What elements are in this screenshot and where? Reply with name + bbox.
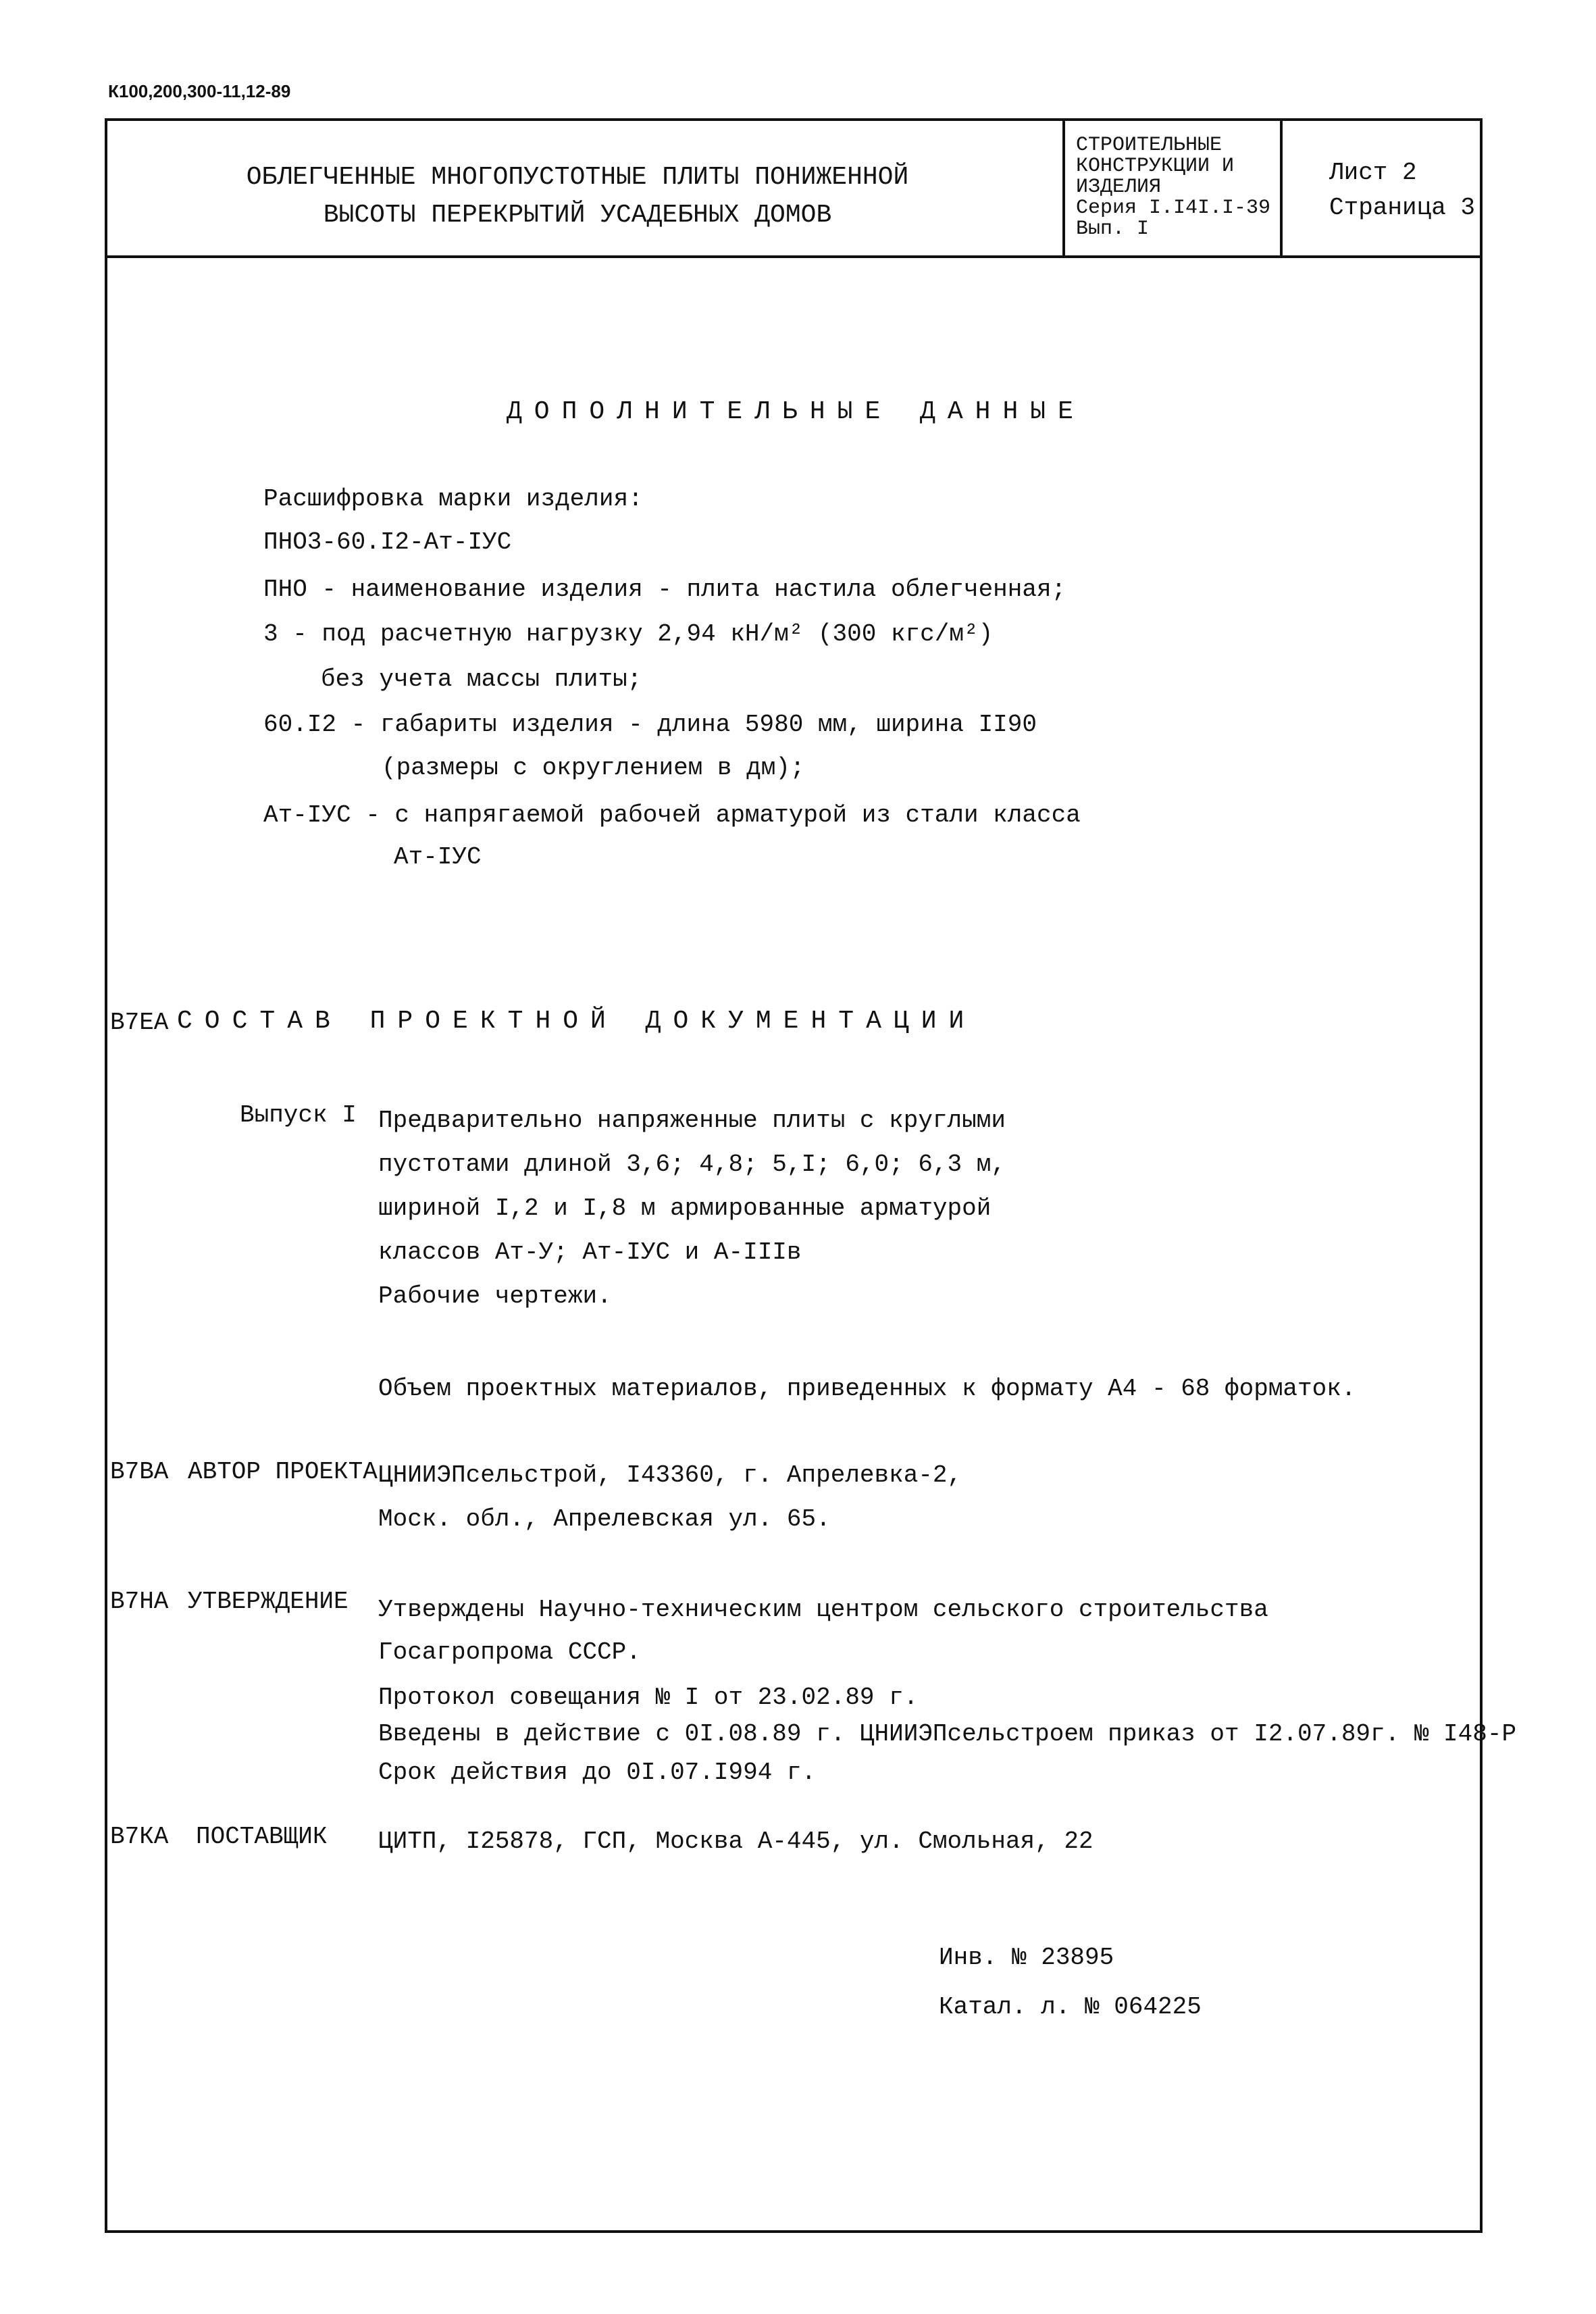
issue-line: шириной I,2 и I,8 м армированные арматурой [378, 1194, 992, 1222]
header-column-divider-2 [1280, 118, 1283, 257]
volume-line: Объем проектных материалов, приведенных к формату А4 - 68 форматок. [378, 1375, 1356, 1403]
header-divider [105, 255, 1483, 258]
document-title-line-1: ОБЛЕГЧЕННЫЕ МНОГОПУСТОТНЫЕ ПЛИТЫ ПОНИЖЕННОЙ [246, 163, 909, 192]
marking-line: (размеры с округлением в дм); [382, 754, 805, 782]
author-line: ЦНИИЭПсельстрой, I43360, г. Апрелевка-2, [378, 1461, 962, 1489]
marking-line: Расшифровка марки изделия: [263, 485, 643, 513]
marking-line: Ат-IУС [394, 843, 482, 871]
approval-line: Протокол совещания № I от 23.02.89 г. [378, 1684, 919, 1711]
document-code: К100,200,300-11,12-89 [108, 81, 291, 101]
issue-line: Предварительно напряженные плиты с круглыми [378, 1107, 1006, 1134]
supplier-address: ЦИТП, I25878, ГСП, Москва А-445, ул. Смольная, 22 [378, 1828, 1093, 1855]
page-number: Страница 3 [1329, 194, 1476, 222]
series-line: СТРОИТЕЛЬНЫЕ [1076, 134, 1222, 157]
marking-line: 3 - под расчетную нагрузку 2,94 кН/м² (300 кгс/м²) [263, 620, 994, 648]
sheet-number: Лист 2 [1329, 159, 1417, 186]
composition-heading: СОСТАВ ПРОЕКТНОЙ ДОКУМЕНТАЦИИ [177, 1007, 977, 1036]
approval-line: Введены в действие с 0I.08.89 г. ЦНИИЭПсельстроем приказ от I2.07.89г. № I48-Р [378, 1720, 1517, 1748]
issue-line: Рабочие чертежи. [378, 1282, 612, 1310]
supplier-label: ПОСТАВЩИК [196, 1823, 328, 1851]
approval-line: Срок действия до 0I.07.I994 г. [378, 1759, 817, 1786]
approval-label: УТВЕРЖДЕНИЕ [188, 1588, 349, 1615]
inventory-number: Инв. № 23895 [939, 1944, 1114, 1971]
marking-line: Ат-IУС - с напрягаемой рабочей арматурой из стали класса [263, 801, 1081, 829]
author-line: Моск. обл., Апрелевская ул. 65. [378, 1505, 831, 1533]
additional-data-heading: ДОПОЛНИТЕЛЬНЫЕ ДАННЫЕ [507, 397, 1085, 426]
composition-code: В7ЕА [110, 1009, 169, 1036]
series-line: Вып. I [1076, 218, 1150, 241]
approval-line: Госагропрома СССР. [378, 1638, 641, 1666]
marking-line: ПНО3-60.I2-Ат-IУС [263, 528, 512, 556]
marking-line: ПНО - наименование изделия - плита настила облегченная; [263, 576, 1066, 603]
author-code: В7ВА [110, 1458, 169, 1486]
marking-line: без учета массы плиты; [321, 665, 642, 693]
author-label: АВТОР ПРОЕКТА [188, 1458, 378, 1486]
issue-label: Выпуск I [240, 1101, 357, 1129]
approval-code: В7НА [110, 1588, 169, 1615]
catalog-number: Катал. л. № 064225 [939, 1993, 1202, 2021]
approval-line: Утверждены Научно-техническим центром сельского строительства [378, 1596, 1268, 1624]
issue-line: пустотами длиной 3,6; 4,8; 5,I; 6,0; 6,3 м, [378, 1151, 1006, 1178]
series-line: КОНСТРУКЦИИ И [1076, 155, 1235, 178]
header-column-divider-1 [1062, 118, 1065, 257]
supplier-code: В7КА [110, 1823, 169, 1851]
series-line: Серия I.I4I.I-39 [1076, 197, 1271, 220]
document-title-line-2: ВЫСОТЫ ПЕРЕКРЫТИЙ УСАДЕБНЫХ ДОМОВ [323, 201, 832, 230]
marking-line: 60.I2 - габариты изделия - длина 5980 мм, ширина II90 [263, 711, 1037, 738]
issue-line: классов Ат-У; Ат-IУС и А-IIIв [378, 1238, 802, 1266]
series-line: ИЗДЕЛИЯ [1076, 176, 1162, 199]
